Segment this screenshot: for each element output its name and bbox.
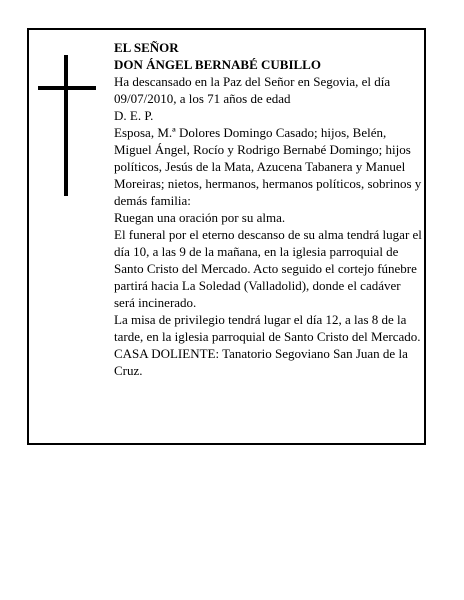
family-list: Esposa, M.ª Dolores Domingo Casado; hijos, Belén, Miguel Ángel, Rocío y Rodrigo Bernabé Domingo; hijos políticos, Jesús de la Mata, Azucena Tabanera y Manuel Moreiras; nietos, hermanos, hermanos políticos, sobrinos y demás familia: xyxy=(114,125,422,208)
prayer-request: Ruegan una oración por su alma. xyxy=(114,210,286,225)
mass-details: La misa de privilegio tendrá lugar el día 12, a las 8 de la tarde, en la iglesia parroquial de Santo Cristo del Mercado. xyxy=(114,312,421,344)
cross-horizontal-bar xyxy=(38,86,96,90)
death-announcement: Ha descansado en la Paz del Señor en Segovia, el día 09/07/2010, a los 71 años de edad xyxy=(114,74,391,106)
deceased-name: DON ÁNGEL BERNABÉ CUBILLO xyxy=(114,57,321,72)
cross-icon xyxy=(38,55,96,196)
rest-in-peace: D. E. P. xyxy=(114,108,154,123)
obituary-title: EL SEÑOR xyxy=(114,40,179,55)
funeral-details: El funeral por el eterno descanso de su alma tendrá lugar el día 10, a las 9 de la mañana, en la iglesia parroquial de Santo Cristo del Mercado. Acto seguido el cortejo fúnebre partirá hacia La Soledad (Valladolid), donde el cadáver será incinerado. xyxy=(114,227,422,310)
mourning-house: CASA DOLIENTE: Tanatorio Segoviano San Juan de la Cruz. xyxy=(114,346,408,378)
cross-vertical-bar xyxy=(64,55,68,196)
obituary-text xyxy=(114,39,424,379)
